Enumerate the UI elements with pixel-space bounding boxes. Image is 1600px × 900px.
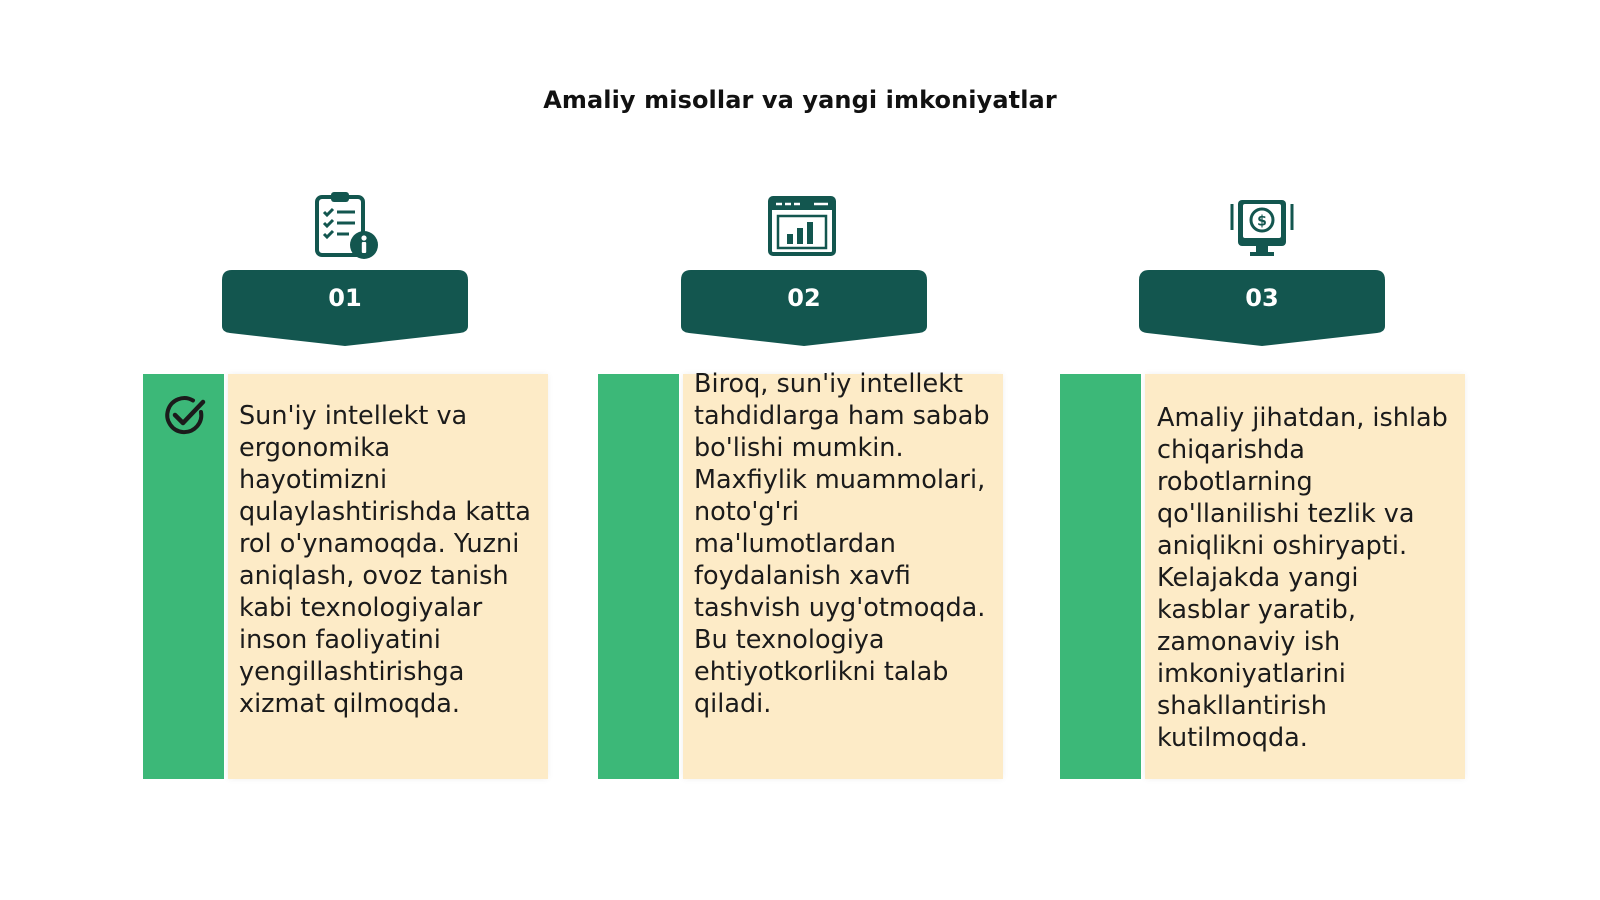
- card-text: Biroq, sun'iy intellekt tahdidlarga ham sabab bo'lishi mumkin. Maxfiylik muammolari, noto'g'ri ma'lumotlardan foydalanish xavfi tashvish uyg'otmoqda. Bu texnologiya ehtiyotkorlikni talab qiladi.: [694, 369, 990, 719]
- step-number-tab-02: [681, 270, 927, 346]
- dollar-monitor-icon: [1226, 190, 1298, 262]
- clipboard-checklist-info-icon: [309, 190, 381, 262]
- card-text: Sun'iy intellekt va ergonomika hayotimizni qulaylashtirishda katta rol o'ynamoqda. Yuzni aniqlash, ovoz tanish kabi texnologiyalar inson faoliyatini yengillashtirishga xizmat qilmoqda.: [239, 401, 531, 719]
- step-number-tab-01: [222, 270, 468, 346]
- text-card: [228, 374, 548, 779]
- accent-bar: [1060, 374, 1141, 779]
- page-title: Amaliy misollar va yangi imkoniyatlar: [543, 86, 1057, 114]
- accent-bar: [598, 374, 679, 779]
- text-card: [1145, 374, 1465, 779]
- step-number-label: 03: [1245, 284, 1279, 312]
- analytics-dashboard-icon: [766, 190, 838, 262]
- card-text: Amaliy jihatdan, ishlab chiqarishda robotlarning qo'llanilishi tezlik va aniqlikni oshiryapti. Kelajakda yangi kasblar yaratib, zamonaviy ish imkoniyatlarini shakllantirish kutilmoqda.: [1157, 403, 1448, 753]
- step-number-label: 01: [328, 284, 362, 312]
- accent-bar: [143, 374, 224, 779]
- step-number-label: 02: [787, 284, 821, 312]
- text-card: [683, 369, 1003, 779]
- svg-text:$: $: [1257, 213, 1267, 230]
- check-circle-icon: [163, 394, 207, 438]
- step-number-tab-03: [1139, 270, 1385, 346]
